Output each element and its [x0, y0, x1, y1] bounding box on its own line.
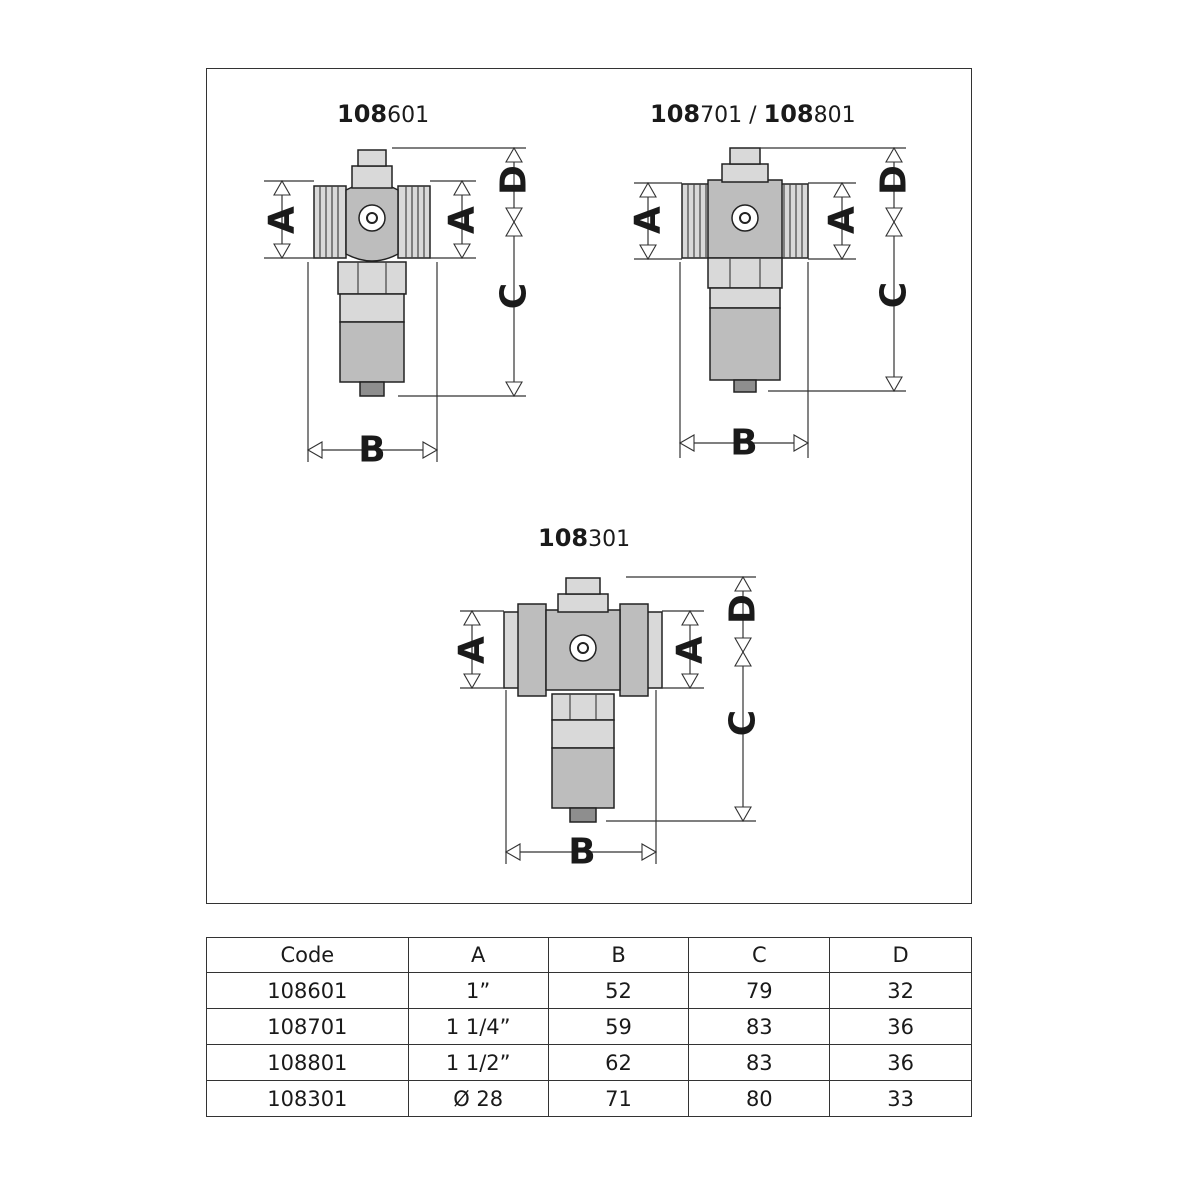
dimension-a-right-108301 [662, 611, 711, 688]
cell-c: 83 [689, 1045, 830, 1081]
table-row [207, 1009, 972, 1045]
header-code: Code [207, 938, 409, 973]
brand-logo-icon [570, 635, 596, 661]
table-row [207, 1045, 972, 1081]
model-title-108301: 108301 [538, 524, 631, 552]
svg-text:B: B [730, 422, 758, 464]
svg-text:A: A [451, 636, 493, 664]
cell-c: 83 [689, 1009, 830, 1045]
cell-c: 80 [689, 1081, 830, 1117]
svg-text:A: A [627, 206, 669, 234]
cell-code: 108801 [207, 1045, 409, 1081]
svg-text:D: D [722, 594, 764, 624]
dimension-a-left-108301 [452, 611, 505, 688]
cell-d: 36 [830, 1009, 972, 1045]
valve-body-108701 [682, 148, 808, 392]
cell-a: 1” [408, 973, 548, 1009]
cell-a: 1 1/4” [408, 1009, 548, 1045]
table-row [207, 1081, 972, 1117]
valve-body-108601 [314, 150, 430, 396]
header-d: D [830, 938, 972, 973]
model-108601 [262, 100, 535, 471]
dimension-a-left-108601 [262, 181, 315, 258]
model-title-108701-108801: 108701 / 108801 [650, 100, 856, 128]
table-header-row [207, 938, 972, 973]
svg-text:A: A [821, 206, 863, 234]
svg-text:A: A [261, 206, 303, 234]
svg-text:B: B [358, 429, 386, 471]
brand-logo-icon [359, 205, 385, 231]
cell-code: 108601 [207, 973, 409, 1009]
cell-code: 108701 [207, 1009, 409, 1045]
cell-b: 59 [548, 1009, 689, 1045]
dimension-a-left-108701 [628, 183, 683, 259]
dimensions-table [206, 937, 972, 1117]
svg-text:C: C [493, 282, 535, 310]
cell-a: 1 1/2” [408, 1045, 548, 1081]
table-row [207, 973, 972, 1009]
header-a: A [408, 938, 548, 973]
model-108301 [452, 524, 764, 873]
dimension-a-right-108601 [430, 181, 483, 258]
svg-text:A: A [441, 206, 483, 234]
cell-c: 79 [689, 973, 830, 1009]
header-b: B [548, 938, 689, 973]
cell-d: 33 [830, 1081, 972, 1117]
cell-b: 71 [548, 1081, 689, 1117]
svg-text:C: C [873, 281, 915, 309]
svg-text:A: A [669, 636, 711, 664]
svg-text:D: D [493, 165, 535, 195]
svg-text:D: D [873, 165, 915, 195]
valve-body-108301 [504, 578, 662, 822]
cell-code: 108301 [207, 1081, 409, 1117]
svg-text:B: B [568, 831, 596, 873]
cell-b: 52 [548, 973, 689, 1009]
cell-d: 36 [830, 1045, 972, 1081]
brand-logo-icon [732, 205, 758, 231]
model-108701-108801 [628, 100, 915, 464]
cell-a: Ø 28 [408, 1081, 548, 1117]
svg-text:C: C [722, 709, 764, 737]
cell-d: 32 [830, 973, 972, 1009]
dimension-a-right-108701 [808, 183, 863, 259]
header-c: C [689, 938, 830, 973]
cell-b: 62 [548, 1045, 689, 1081]
model-title-108601: 108601 [337, 100, 430, 128]
